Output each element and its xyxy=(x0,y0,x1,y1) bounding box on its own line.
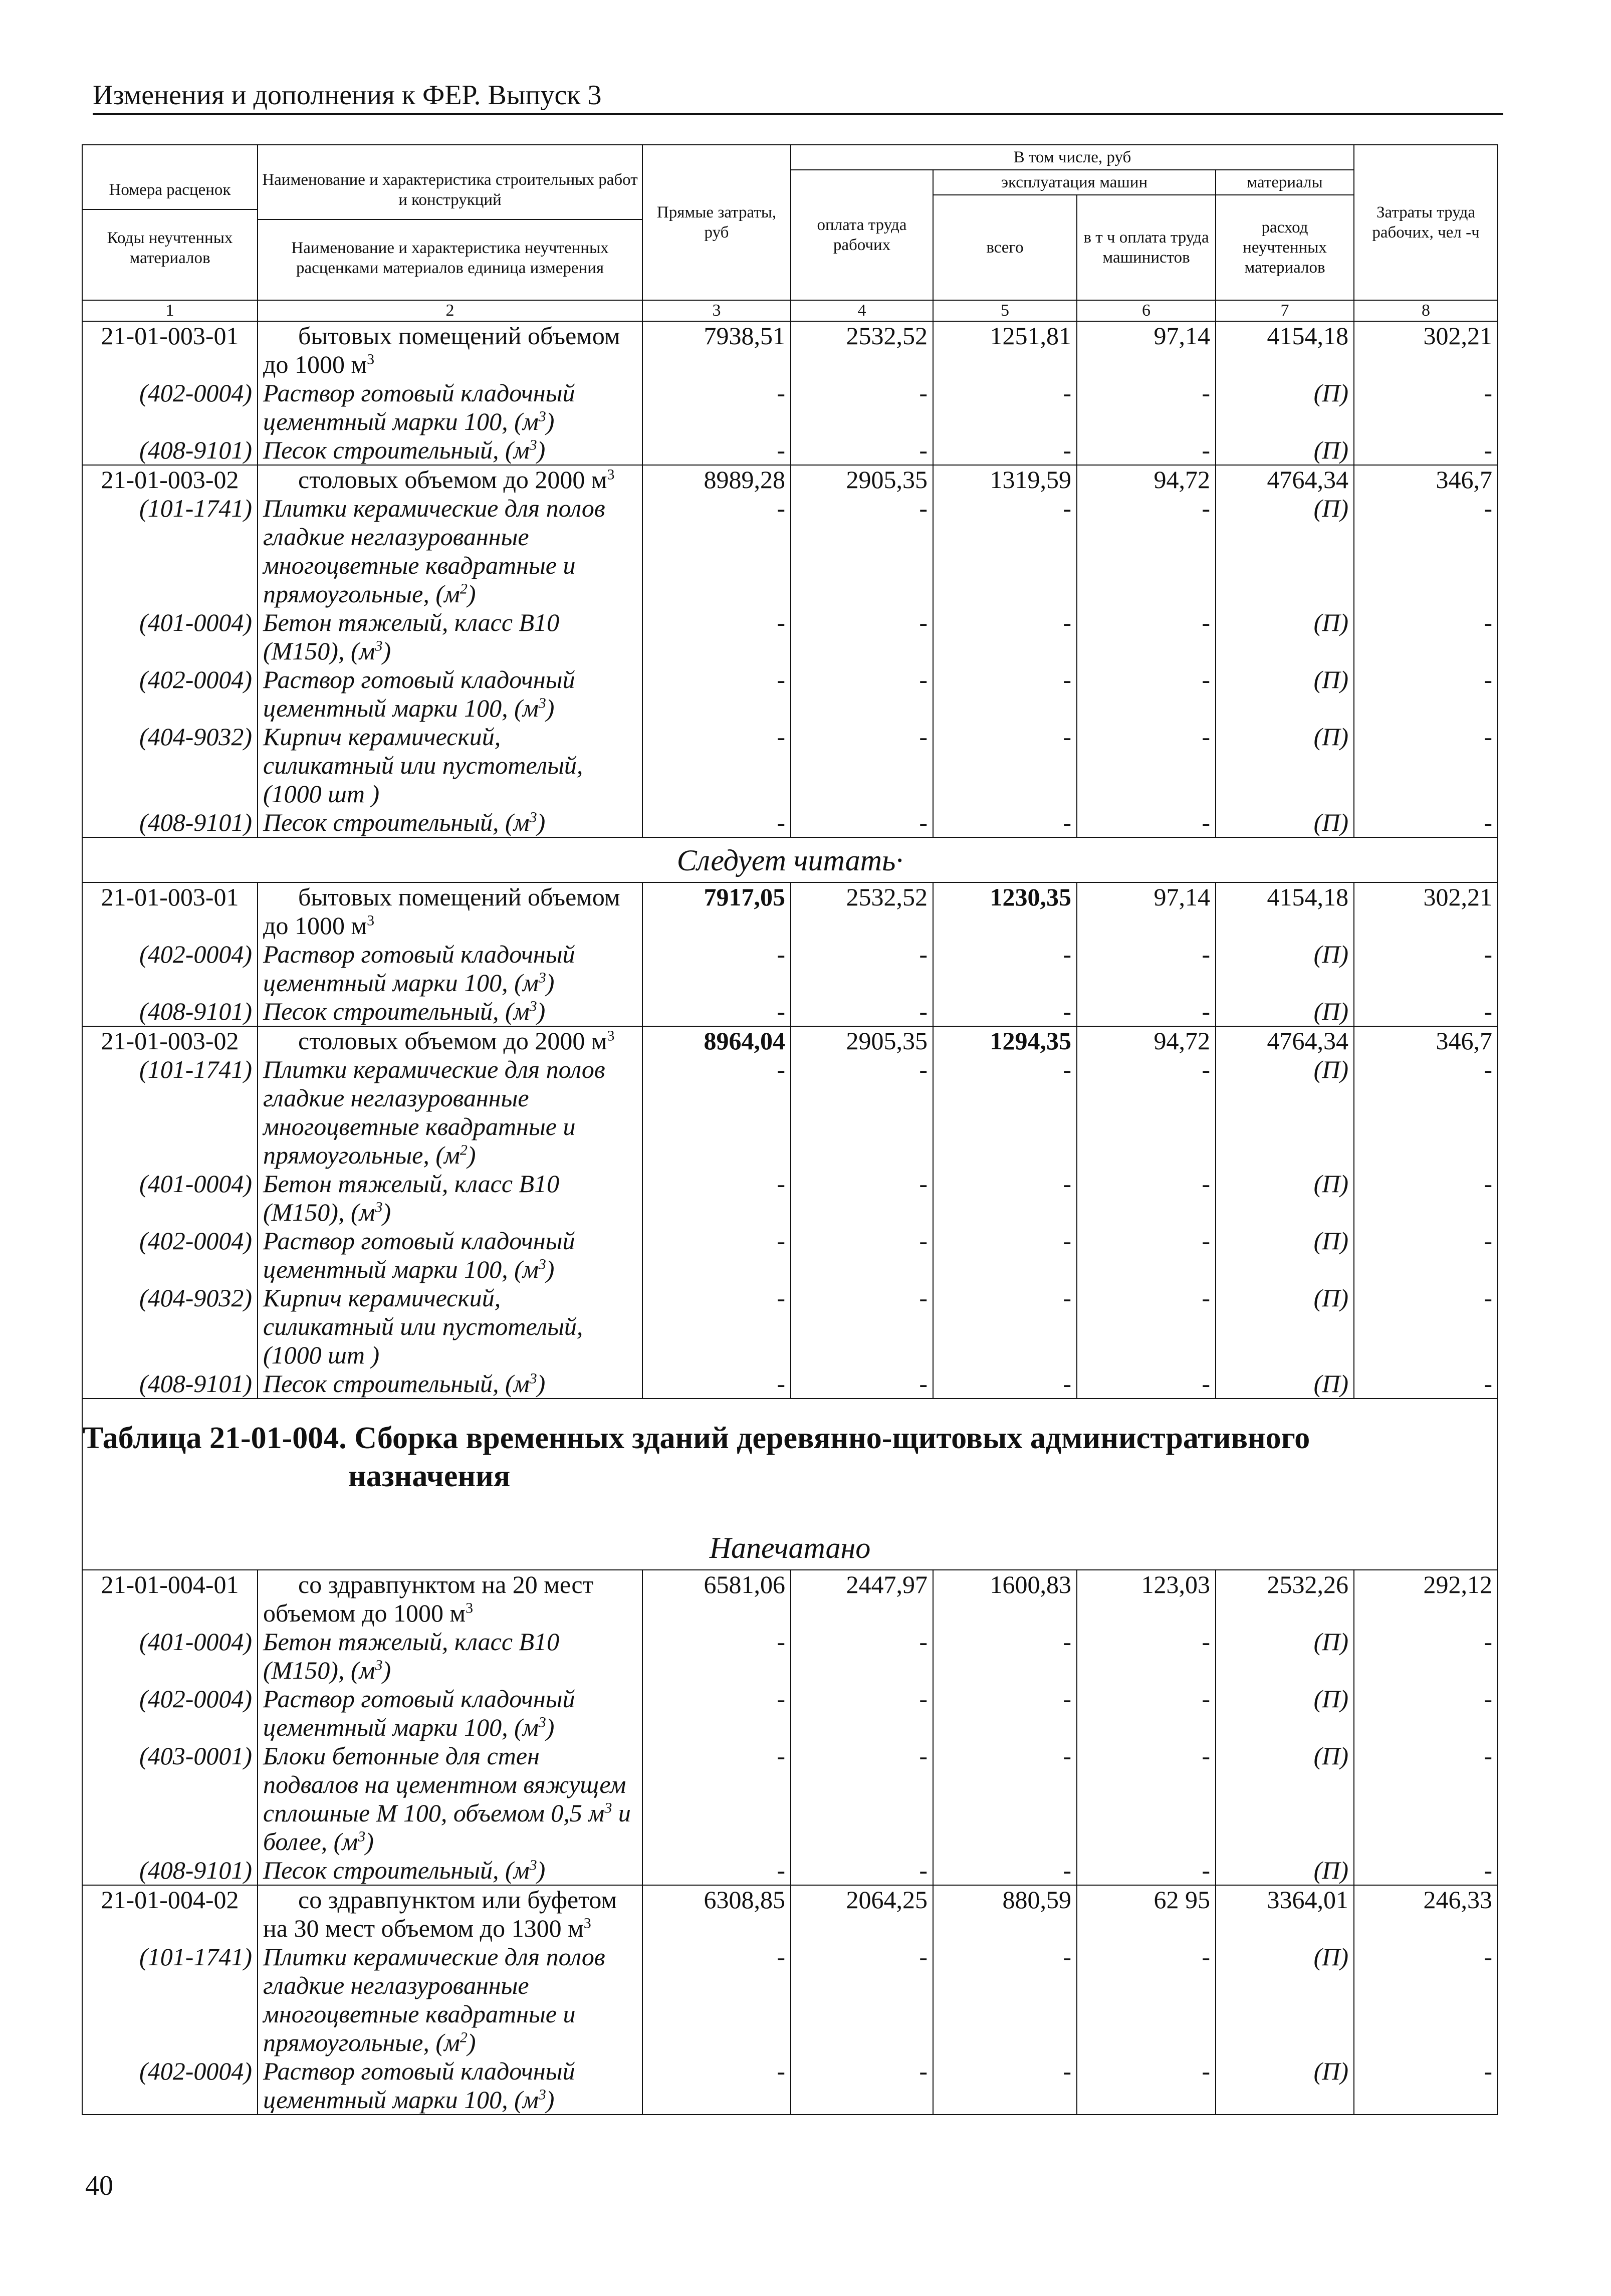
dash: - xyxy=(933,379,1077,436)
labor-hours: 346,7 xyxy=(1354,1026,1498,1055)
dash: - xyxy=(1077,1685,1216,1742)
rate-row xyxy=(82,1026,1498,1055)
dash: - xyxy=(1354,808,1498,837)
material-mark: (П) xyxy=(1216,379,1354,436)
material-name: Кирпич керамический, силикатный или пустотелый, (1000 шт ) xyxy=(258,1284,642,1369)
dash: - xyxy=(791,723,933,808)
dash: - xyxy=(791,1685,933,1742)
material-name: Раствор готовый кладочный цементный марки 100, $(м^3)$ xyxy=(258,665,642,723)
dash: - xyxy=(1354,436,1498,465)
dash: - xyxy=(1077,1284,1216,1369)
dash: - xyxy=(933,1227,1077,1284)
rate-code: 21-01-003-01 xyxy=(82,321,258,379)
material-name: Раствор готовый кладочный цементный марки 100, $(м^3)$ xyxy=(258,940,642,997)
labor-hours: 302,21 xyxy=(1354,882,1498,940)
material-mark: (П) xyxy=(1216,1284,1354,1369)
rate-name: со здравпунктом на 20 мест объемом до 1000 $м^3$ xyxy=(258,1570,642,1628)
material-row xyxy=(82,379,1498,436)
dash: - xyxy=(1354,723,1498,808)
materials-cost: 2532,26 xyxy=(1216,1570,1354,1628)
material-row xyxy=(82,665,1498,723)
labor-pay: 2905,35 xyxy=(791,465,933,494)
dash: - xyxy=(933,1685,1077,1742)
machines-incl: 94,72 xyxy=(1077,1026,1216,1055)
rate-row xyxy=(82,321,1498,379)
rate-code: 21-01-004-02 xyxy=(82,1885,258,1943)
dash: - xyxy=(1077,1369,1216,1399)
dash: - xyxy=(1077,665,1216,723)
material-name: Песок строительный, $(м^3)$ xyxy=(258,997,642,1026)
head-machines-total: всего xyxy=(933,195,1077,300)
dash: - xyxy=(791,997,933,1026)
head-codes: Номера расценок Коды неучтенных материалов xyxy=(82,145,258,300)
head-labor-cost: Затраты труда рабочих, чел -ч xyxy=(1354,145,1498,300)
material-row xyxy=(82,940,1498,997)
material-row xyxy=(82,1856,1498,1885)
dash: - xyxy=(1354,1856,1498,1885)
dash: - xyxy=(1077,1055,1216,1170)
machines-total: 1319,59 xyxy=(933,465,1077,494)
banner-row xyxy=(82,1495,1498,1570)
material-code: (402-0004) xyxy=(82,940,258,997)
column-numbers-row xyxy=(82,300,1498,321)
rate-name: бытовых помещений объемом до 1000 $м^3$ xyxy=(258,321,642,379)
dash: - xyxy=(642,1685,791,1742)
dash: - xyxy=(1354,1227,1498,1284)
dash: - xyxy=(642,1369,791,1399)
dash: - xyxy=(642,2057,791,2115)
machines-incl: 94,72 xyxy=(1077,465,1216,494)
material-code: (402-0004) xyxy=(82,1685,258,1742)
material-row xyxy=(82,723,1498,808)
material-code: (404-9032) xyxy=(82,723,258,808)
material-name: Раствор готовый кладочный цементный марки 100, $(м^3)$ xyxy=(258,2057,642,2115)
dash: - xyxy=(642,379,791,436)
materials-cost: 4154,18 xyxy=(1216,321,1354,379)
dash: - xyxy=(642,940,791,997)
dash: - xyxy=(791,1170,933,1227)
material-code: (101-1741) xyxy=(82,1055,258,1170)
rate-row xyxy=(82,1885,1498,1943)
material-name: Раствор готовый кладочный цементный марки 100, $(м^3)$ xyxy=(258,1227,642,1284)
material-row xyxy=(82,1685,1498,1742)
direct-cost: 7917,05 xyxy=(642,882,791,940)
dash: - xyxy=(933,1170,1077,1227)
rate-code: 21-01-003-02 xyxy=(82,1026,258,1055)
table-title-row xyxy=(82,1399,1498,1495)
dash: - xyxy=(1077,1742,1216,1856)
dash: - xyxy=(642,1856,791,1885)
dash: - xyxy=(642,1284,791,1369)
rate-code: 21-01-004-01 xyxy=(82,1570,258,1628)
material-mark: (П) xyxy=(1216,1227,1354,1284)
material-name: Плитки керамические для полов гладкие неглазурованные многоцветные квадратные и прямоугольные, $(м^2)$ xyxy=(258,1055,642,1170)
head-names: Наименование и характеристика строительных работ и конструкций Наименование и характеристика неучтенных расценками материалов единица измерения xyxy=(258,145,642,300)
material-mark: (П) xyxy=(1216,1628,1354,1685)
materials-cost: 3364,01 xyxy=(1216,1885,1354,1943)
colnum: 4 xyxy=(791,300,933,321)
dash: - xyxy=(642,1055,791,1170)
dash: - xyxy=(642,1227,791,1284)
material-name: Раствор готовый кладочный цементный марки 100, $(м^3)$ xyxy=(258,379,642,436)
dash: - xyxy=(1077,1170,1216,1227)
material-row xyxy=(82,1369,1498,1399)
material-code: (404-9032) xyxy=(82,1284,258,1369)
material-mark: (П) xyxy=(1216,1055,1354,1170)
head-incl: В том числе, руб xyxy=(791,145,1354,170)
material-mark: (П) xyxy=(1216,1856,1354,1885)
material-name: Бетон тяжелый, класс В10 (М150), $(м^3)$ xyxy=(258,608,642,665)
dash: - xyxy=(933,1369,1077,1399)
table-head-row xyxy=(82,145,1498,170)
dash: - xyxy=(1077,1227,1216,1284)
dash: - xyxy=(1354,940,1498,997)
material-code: (401-0004) xyxy=(82,608,258,665)
direct-cost: 8964,04 xyxy=(642,1026,791,1055)
material-mark: (П) xyxy=(1216,940,1354,997)
printed-banner: Напечатано xyxy=(82,1495,1498,1570)
dash: - xyxy=(791,494,933,608)
material-code: (101-1741) xyxy=(82,1943,258,2057)
dash: - xyxy=(1077,379,1216,436)
material-name: Раствор готовый кладочный цементный марки 100, $(м^3)$ xyxy=(258,1685,642,1742)
dash: - xyxy=(642,1943,791,2057)
machines-incl: 97,14 xyxy=(1077,321,1216,379)
dash: - xyxy=(791,665,933,723)
colnum: 8 xyxy=(1354,300,1498,321)
material-row xyxy=(82,608,1498,665)
machines-total: 880,59 xyxy=(933,1885,1077,1943)
dash: - xyxy=(791,1628,933,1685)
dash: - xyxy=(1354,997,1498,1026)
page-header: Изменения и дополнения к ФЕР. Выпуск 3 xyxy=(93,79,1503,115)
dash: - xyxy=(1354,665,1498,723)
head-direct: Прямые затраты, руб xyxy=(642,145,791,300)
colnum: 2 xyxy=(258,300,642,321)
material-row xyxy=(82,1284,1498,1369)
dash: - xyxy=(791,1284,933,1369)
material-code: (402-0004) xyxy=(82,379,258,436)
dash: - xyxy=(791,608,933,665)
dash: - xyxy=(642,436,791,465)
rate-row xyxy=(82,465,1498,494)
colnum: 7 xyxy=(1216,300,1354,321)
dash: - xyxy=(933,1055,1077,1170)
head-materials: материалы xyxy=(1216,170,1354,195)
dash: - xyxy=(1077,436,1216,465)
rate-name: со здравпунктом или буфетом на 30 мест объемом до 1300 $м^3$ xyxy=(258,1885,642,1943)
rate-code: 21-01-003-01 xyxy=(82,882,258,940)
materials-cost: 4154,18 xyxy=(1216,882,1354,940)
material-name: Песок строительный, $(м^3)$ xyxy=(258,1856,642,1885)
labor-hours: 346,7 xyxy=(1354,465,1498,494)
dash: - xyxy=(933,494,1077,608)
dash: - xyxy=(791,436,933,465)
page-number: 40 xyxy=(85,2170,113,2201)
table-title: Таблица 21-01-004. Сборка временных зданий деревянно-щитовых административного назначения xyxy=(82,1399,1498,1495)
material-mark: (П) xyxy=(1216,665,1354,723)
dash: - xyxy=(933,1284,1077,1369)
material-mark: (П) xyxy=(1216,997,1354,1026)
material-row xyxy=(82,436,1498,465)
material-row xyxy=(82,1742,1498,1856)
rate-name: столовых объемом до 2000 $м^3$ xyxy=(258,465,642,494)
dash: - xyxy=(642,608,791,665)
dash: - xyxy=(1077,494,1216,608)
material-name: Кирпич керамический, силикатный или пустотелый, (1000 шт ) xyxy=(258,723,642,808)
labor-hours: 302,21 xyxy=(1354,321,1498,379)
head-labor: оплата труда рабочих xyxy=(791,170,933,300)
labor-pay: 2532,52 xyxy=(791,882,933,940)
dash: - xyxy=(642,1170,791,1227)
dash: - xyxy=(1354,1369,1498,1399)
material-code: (402-0004) xyxy=(82,1227,258,1284)
dash: - xyxy=(1354,1742,1498,1856)
dash: - xyxy=(642,808,791,837)
dash: - xyxy=(642,1742,791,1856)
machines-incl: 62 95 xyxy=(1077,1885,1216,1943)
dash: - xyxy=(791,2057,933,2115)
material-code: (408-9101) xyxy=(82,436,258,465)
dash: - xyxy=(791,1369,933,1399)
dash: - xyxy=(1077,608,1216,665)
machines-total: 1251,81 xyxy=(933,321,1077,379)
dash: - xyxy=(1077,1943,1216,2057)
dash: - xyxy=(1354,608,1498,665)
dash: - xyxy=(642,665,791,723)
material-code: (403-0001) xyxy=(82,1742,258,1856)
read-as-banner: Следует читать· xyxy=(82,837,1498,882)
material-name: Плитки керамические для полов гладкие неглазурованные многоцветные квадратные и прямоугольные, $(м^2)$ xyxy=(258,494,642,608)
machines-total: 1294,35 xyxy=(933,1026,1077,1055)
material-name: Песок строительный, $(м^3)$ xyxy=(258,808,642,837)
dash: - xyxy=(933,997,1077,1026)
dash: - xyxy=(933,436,1077,465)
material-row xyxy=(82,1943,1498,2057)
material-code: (402-0004) xyxy=(82,2057,258,2115)
dash: - xyxy=(1077,1628,1216,1685)
material-row xyxy=(82,1170,1498,1227)
dash: - xyxy=(1077,997,1216,1026)
material-code: (402-0004) xyxy=(82,665,258,723)
labor-pay: 2532,52 xyxy=(791,321,933,379)
rates-table xyxy=(82,144,1498,2115)
dash: - xyxy=(791,1227,933,1284)
materials-cost: 4764,34 xyxy=(1216,465,1354,494)
material-row xyxy=(82,1055,1498,1170)
material-code: (408-9101) xyxy=(82,1856,258,1885)
rate-name: столовых объемом до 2000 $м^3$ xyxy=(258,1026,642,1055)
dash: - xyxy=(791,940,933,997)
material-name: Плитки керамические для полов гладкие неглазурованные многоцветные квадратные и прямоугольные, $(м^2)$ xyxy=(258,1943,642,2057)
head-machines: эксплуатация машин xyxy=(933,170,1216,195)
dash: - xyxy=(1077,1856,1216,1885)
machines-total: 1600,83 xyxy=(933,1570,1077,1628)
rate-code: 21-01-003-02 xyxy=(82,465,258,494)
dash: - xyxy=(933,1742,1077,1856)
colnum: 1 xyxy=(82,300,258,321)
material-row xyxy=(82,997,1498,1026)
direct-cost: 6581,06 xyxy=(642,1570,791,1628)
material-mark: (П) xyxy=(1216,1742,1354,1856)
dash: - xyxy=(791,1856,933,1885)
dash: - xyxy=(933,665,1077,723)
dash: - xyxy=(933,2057,1077,2115)
material-mark: (П) xyxy=(1216,2057,1354,2115)
material-row xyxy=(82,2057,1498,2115)
material-row xyxy=(82,1227,1498,1284)
labor-hours: 292,12 xyxy=(1354,1570,1498,1628)
dash: - xyxy=(1354,1628,1498,1685)
dash: - xyxy=(933,1856,1077,1885)
dash: - xyxy=(1077,2057,1216,2115)
dash: - xyxy=(933,1628,1077,1685)
material-mark: (П) xyxy=(1216,436,1354,465)
dash: - xyxy=(1354,1943,1498,2057)
material-mark: (П) xyxy=(1216,1685,1354,1742)
machines-incl: 97,14 xyxy=(1077,882,1216,940)
dash: - xyxy=(791,1742,933,1856)
machines-incl: 123,03 xyxy=(1077,1570,1216,1628)
dash: - xyxy=(933,808,1077,837)
dash: - xyxy=(642,494,791,608)
material-code: (401-0004) xyxy=(82,1628,258,1685)
dash: - xyxy=(791,1055,933,1170)
dash: - xyxy=(1354,1055,1498,1170)
head-materials-sub: расход неучтенных материалов xyxy=(1216,195,1354,300)
head-machines-incl: в т ч оплата труда машинистов xyxy=(1077,195,1216,300)
colnum: 3 xyxy=(642,300,791,321)
colnum: 5 xyxy=(933,300,1077,321)
colnum: 6 xyxy=(1077,300,1216,321)
direct-cost: 6308,85 xyxy=(642,1885,791,1943)
material-code: (101-1741) xyxy=(82,494,258,608)
dash: - xyxy=(1354,2057,1498,2115)
dash: - xyxy=(1077,808,1216,837)
material-name: Бетон тяжелый, класс В10 (М150), $(м^3)$ xyxy=(258,1170,642,1227)
rate-name: бытовых помещений объемом до 1000 $м^3$ xyxy=(258,882,642,940)
material-name: Песок строительный, $(м^3)$ xyxy=(258,436,642,465)
dash: - xyxy=(1077,723,1216,808)
dash: - xyxy=(1354,494,1498,608)
dash: - xyxy=(1354,1170,1498,1227)
dash: - xyxy=(791,379,933,436)
dash: - xyxy=(1354,1685,1498,1742)
material-row xyxy=(82,1628,1498,1685)
dash: - xyxy=(642,1628,791,1685)
direct-cost: 7938,51 xyxy=(642,321,791,379)
material-mark: (П) xyxy=(1216,1943,1354,2057)
materials-cost: 4764,34 xyxy=(1216,1026,1354,1055)
material-code: (408-9101) xyxy=(82,1369,258,1399)
material-mark: (П) xyxy=(1216,808,1354,837)
rate-row xyxy=(82,882,1498,940)
material-mark: (П) xyxy=(1216,1170,1354,1227)
material-code: (408-9101) xyxy=(82,997,258,1026)
dash: - xyxy=(791,808,933,837)
material-mark: (П) xyxy=(1216,1369,1354,1399)
material-row xyxy=(82,494,1498,608)
labor-pay: 2447,97 xyxy=(791,1570,933,1628)
dash: - xyxy=(933,608,1077,665)
dash: - xyxy=(1354,379,1498,436)
dash: - xyxy=(642,997,791,1026)
labor-hours: 246,33 xyxy=(1354,1885,1498,1943)
direct-cost: 8989,28 xyxy=(642,465,791,494)
material-code: (408-9101) xyxy=(82,808,258,837)
material-mark: (П) xyxy=(1216,723,1354,808)
material-row xyxy=(82,808,1498,837)
dash: - xyxy=(933,940,1077,997)
material-name: Бетон тяжелый, класс В10 (М150), $(м^3)$ xyxy=(258,1628,642,1685)
dash: - xyxy=(933,1943,1077,2057)
material-name: Блоки бетонные для стен подвалов на цементном вяжущем сплошные М 100, объемом 0,5 $м^3$ и более, $(м^3)$ xyxy=(258,1742,642,1856)
dash: - xyxy=(1354,1284,1498,1369)
dash: - xyxy=(791,1943,933,2057)
material-mark: (П) xyxy=(1216,608,1354,665)
dash: - xyxy=(933,723,1077,808)
material-mark: (П) xyxy=(1216,494,1354,608)
labor-pay: 2064,25 xyxy=(791,1885,933,1943)
material-name: Песок строительный, $(м^3)$ xyxy=(258,1369,642,1399)
rate-row xyxy=(82,1570,1498,1628)
labor-pay: 2905,35 xyxy=(791,1026,933,1055)
dash: - xyxy=(1077,940,1216,997)
material-code: (401-0004) xyxy=(82,1170,258,1227)
banner-row xyxy=(82,837,1498,882)
dash: - xyxy=(642,723,791,808)
machines-total: 1230,35 xyxy=(933,882,1077,940)
